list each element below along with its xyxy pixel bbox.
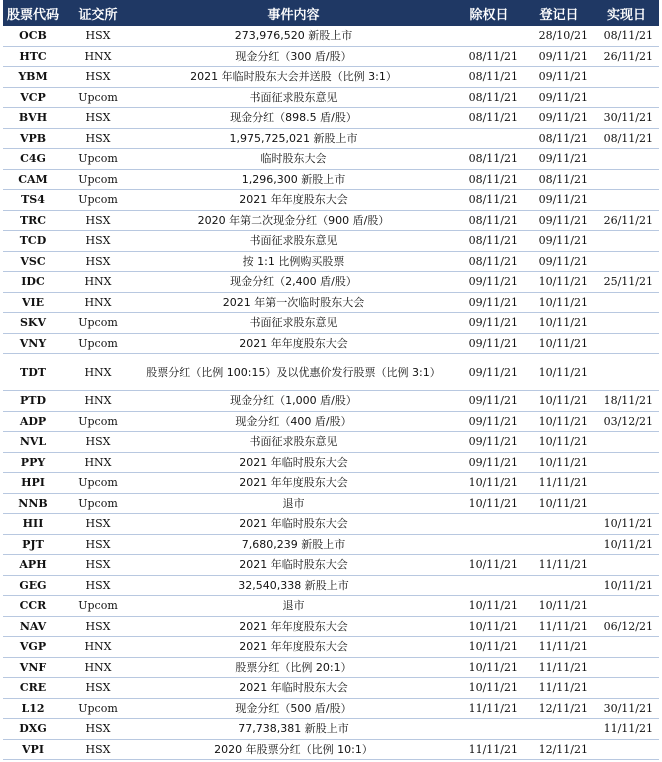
table-row: [3, 313, 659, 334]
cell-record-date: 10/11/21: [524, 313, 594, 334]
cell-stock-code: C4G: [3, 149, 63, 170]
cell-ex-date: 10/11/21: [454, 493, 524, 514]
cell-execution-date: [594, 231, 659, 252]
cell-stock-code: CRE: [3, 678, 63, 699]
cell-event: 1,296,300 新股上市: [133, 169, 454, 190]
cell-execution-date: [594, 739, 659, 760]
cell-record-date: 08/11/21: [524, 169, 594, 190]
cell-ex-date: 10/11/21: [454, 473, 524, 494]
cell-exchange: HNX: [63, 637, 133, 658]
table-row: [3, 739, 659, 760]
header-event: 事件内容: [133, 0, 454, 26]
cell-stock-code: NNB: [3, 493, 63, 514]
cell-ex-date: 10/11/21: [454, 657, 524, 678]
table-row: [3, 719, 659, 740]
cell-exchange: HSX: [63, 231, 133, 252]
cell-event: 现金分红（2,400 盾/股）: [133, 272, 454, 293]
cell-execution-date: [594, 169, 659, 190]
cell-exchange: HNX: [63, 391, 133, 412]
cell-record-date: 10/11/21: [524, 292, 594, 313]
cell-execution-date: [594, 87, 659, 108]
cell-record-date: 12/11/21: [524, 698, 594, 719]
cell-ex-date: 11/11/21: [454, 698, 524, 719]
cell-event: 退市: [133, 596, 454, 617]
cell-stock-code: OCB: [3, 26, 63, 46]
cell-execution-date: [594, 473, 659, 494]
cell-ex-date: 08/11/21: [454, 87, 524, 108]
cell-stock-code: TDT: [3, 354, 63, 391]
cell-ex-date: 09/11/21: [454, 432, 524, 453]
cell-record-date: 09/11/21: [524, 210, 594, 231]
cell-exchange: HNX: [63, 657, 133, 678]
cell-exchange: HSX: [63, 26, 133, 46]
cell-event: 77,738,381 新股上市: [133, 719, 454, 740]
cell-event: 1,975,725,021 新股上市: [133, 128, 454, 149]
cell-stock-code: VIE: [3, 292, 63, 313]
table-row: [3, 391, 659, 412]
cell-record-date: 10/11/21: [524, 596, 594, 617]
cell-record-date: 11/11/21: [524, 678, 594, 699]
cell-exchange: HSX: [63, 678, 133, 699]
table-row: [3, 354, 659, 391]
table-row: [3, 169, 659, 190]
table-row: [3, 534, 659, 555]
cell-exchange: Upcom: [63, 698, 133, 719]
cell-ex-date: 09/11/21: [454, 411, 524, 432]
cell-execution-date: [594, 452, 659, 473]
cell-execution-date: [594, 637, 659, 658]
cell-stock-code: VSC: [3, 251, 63, 272]
cell-exchange: HNX: [63, 46, 133, 67]
cell-execution-date: [594, 555, 659, 576]
cell-event: 现金分红（400 盾/股）: [133, 411, 454, 432]
cell-stock-code: APH: [3, 555, 63, 576]
cell-record-date: [524, 719, 594, 740]
cell-exchange: HSX: [63, 534, 133, 555]
cell-event: 2021 年临时股东大会: [133, 452, 454, 473]
cell-execution-date: 26/11/21: [594, 46, 659, 67]
header-record-date: 登记日: [524, 0, 594, 26]
cell-exchange: HNX: [63, 354, 133, 391]
cell-ex-date: 08/11/21: [454, 251, 524, 272]
cell-exchange: HSX: [63, 555, 133, 576]
cell-stock-code: ADP: [3, 411, 63, 432]
cell-record-date: 10/11/21: [524, 411, 594, 432]
header-row: [3, 0, 659, 26]
table-row: [3, 575, 659, 596]
cell-stock-code: CAM: [3, 169, 63, 190]
table-row: [3, 26, 659, 46]
cell-exchange: HSX: [63, 739, 133, 760]
table-row: [3, 333, 659, 354]
cell-ex-date: 08/11/21: [454, 46, 524, 67]
cell-ex-date: 09/11/21: [454, 452, 524, 473]
table-row: [3, 67, 659, 88]
cell-ex-date: [454, 514, 524, 535]
cell-event: 2020 年第二次现金分红（900 盾/股）: [133, 210, 454, 231]
cell-record-date: 08/11/21: [524, 128, 594, 149]
cell-record-date: [524, 575, 594, 596]
cell-ex-date: 10/11/21: [454, 637, 524, 658]
cell-exchange: Upcom: [63, 87, 133, 108]
cell-execution-date: 25/11/21: [594, 272, 659, 293]
table-row: [3, 272, 659, 293]
cell-stock-code: TS4: [3, 190, 63, 211]
cell-event: 2020 年股票分红（比例 10:1）: [133, 739, 454, 760]
table-row: [3, 210, 659, 231]
table-row: [3, 108, 659, 129]
cell-event: 书面征求股东意见: [133, 313, 454, 334]
table-row: [3, 473, 659, 494]
cell-exchange: HSX: [63, 67, 133, 88]
cell-ex-date: [454, 719, 524, 740]
cell-ex-date: 09/11/21: [454, 333, 524, 354]
cell-event: 现金分红（898.5 盾/股）: [133, 108, 454, 129]
cell-stock-code: YBM: [3, 67, 63, 88]
cell-stock-code: PJT: [3, 534, 63, 555]
cell-exchange: Upcom: [63, 493, 133, 514]
cell-execution-date: [594, 657, 659, 678]
cell-record-date: 11/11/21: [524, 637, 594, 658]
cell-record-date: 10/11/21: [524, 432, 594, 453]
cell-ex-date: 08/11/21: [454, 169, 524, 190]
cell-ex-date: 10/11/21: [454, 596, 524, 617]
cell-event: 2021 年年度股东大会: [133, 616, 454, 637]
cell-execution-date: [594, 678, 659, 699]
cell-execution-date: [594, 432, 659, 453]
cell-ex-date: 08/11/21: [454, 231, 524, 252]
header-execution-date: 实现日: [594, 0, 659, 26]
cell-record-date: [524, 534, 594, 555]
cell-record-date: 09/11/21: [524, 46, 594, 67]
cell-execution-date: 10/11/21: [594, 514, 659, 535]
cell-stock-code: HTC: [3, 46, 63, 67]
cell-exchange: HSX: [63, 719, 133, 740]
cell-exchange: HSX: [63, 128, 133, 149]
cell-event: 股票分红（比例 100:15）及以优惠价发行股票（比例 3:1）: [133, 354, 454, 391]
cell-execution-date: 06/12/21: [594, 616, 659, 637]
table-row: [3, 128, 659, 149]
cell-record-date: 10/11/21: [524, 333, 594, 354]
cell-stock-code: NVL: [3, 432, 63, 453]
cell-execution-date: [594, 354, 659, 391]
cell-stock-code: VCP: [3, 87, 63, 108]
cell-stock-code: VGP: [3, 637, 63, 658]
events-table: [3, 0, 659, 760]
cell-event: 32,540,338 新股上市: [133, 575, 454, 596]
cell-exchange: HSX: [63, 251, 133, 272]
cell-stock-code: VNY: [3, 333, 63, 354]
cell-event: 现金分红（300 盾/股）: [133, 46, 454, 67]
cell-ex-date: 11/11/21: [454, 739, 524, 760]
table-row: [3, 231, 659, 252]
cell-execution-date: [594, 149, 659, 170]
cell-stock-code: TCD: [3, 231, 63, 252]
cell-stock-code: SKV: [3, 313, 63, 334]
cell-record-date: 09/11/21: [524, 190, 594, 211]
cell-execution-date: 10/11/21: [594, 575, 659, 596]
cell-event: 2021 年临时股东大会: [133, 678, 454, 699]
cell-stock-code: BVH: [3, 108, 63, 129]
cell-execution-date: [594, 493, 659, 514]
table-row: [3, 657, 659, 678]
cell-execution-date: 18/11/21: [594, 391, 659, 412]
cell-exchange: Upcom: [63, 596, 133, 617]
cell-record-date: 11/11/21: [524, 657, 594, 678]
cell-event: 273,976,520 新股上市: [133, 26, 454, 46]
cell-exchange: HSX: [63, 514, 133, 535]
cell-event: 书面征求股东意见: [133, 231, 454, 252]
cell-exchange: HSX: [63, 210, 133, 231]
cell-event: 现金分红（1,000 盾/股）: [133, 391, 454, 412]
table-row: [3, 637, 659, 658]
cell-record-date: 10/11/21: [524, 354, 594, 391]
cell-execution-date: [594, 251, 659, 272]
cell-stock-code: CCR: [3, 596, 63, 617]
cell-exchange: Upcom: [63, 333, 133, 354]
cell-ex-date: 10/11/21: [454, 616, 524, 637]
cell-record-date: 11/11/21: [524, 473, 594, 494]
cell-event: 2021 年临时股东大会并送股（比例 3:1）: [133, 67, 454, 88]
cell-ex-date: 10/11/21: [454, 678, 524, 699]
cell-execution-date: [594, 190, 659, 211]
cell-exchange: Upcom: [63, 169, 133, 190]
cell-execution-date: [594, 67, 659, 88]
table-row: [3, 432, 659, 453]
cell-stock-code: IDC: [3, 272, 63, 293]
cell-event: 退市: [133, 493, 454, 514]
cell-stock-code: TRC: [3, 210, 63, 231]
cell-stock-code: GEG: [3, 575, 63, 596]
cell-exchange: HNX: [63, 452, 133, 473]
cell-event: 按 1:1 比例购买股票: [133, 251, 454, 272]
cell-ex-date: [454, 128, 524, 149]
cell-record-date: 09/11/21: [524, 149, 594, 170]
cell-exchange: HNX: [63, 292, 133, 313]
table-row: [3, 514, 659, 535]
cell-execution-date: [594, 292, 659, 313]
cell-ex-date: [454, 575, 524, 596]
cell-execution-date: 30/11/21: [594, 108, 659, 129]
cell-execution-date: 30/11/21: [594, 698, 659, 719]
cell-record-date: 11/11/21: [524, 555, 594, 576]
table-row: [3, 698, 659, 719]
cell-record-date: [524, 514, 594, 535]
cell-record-date: 11/11/21: [524, 616, 594, 637]
cell-exchange: Upcom: [63, 411, 133, 432]
header-exchange: 证交所: [63, 0, 133, 26]
cell-execution-date: 11/11/21: [594, 719, 659, 740]
cell-exchange: Upcom: [63, 149, 133, 170]
cell-execution-date: [594, 313, 659, 334]
table-row: [3, 190, 659, 211]
table-row: [3, 616, 659, 637]
cell-stock-code: DXG: [3, 719, 63, 740]
cell-record-date: 09/11/21: [524, 231, 594, 252]
table-row: [3, 149, 659, 170]
cell-event: 书面征求股东意见: [133, 87, 454, 108]
cell-execution-date: [594, 333, 659, 354]
cell-execution-date: 08/11/21: [594, 26, 659, 46]
table-body: [3, 26, 659, 760]
table-row: [3, 493, 659, 514]
table-row: [3, 452, 659, 473]
cell-exchange: Upcom: [63, 473, 133, 494]
cell-record-date: 28/10/21: [524, 26, 594, 46]
cell-event: 现金分红（500 盾/股）: [133, 698, 454, 719]
table-row: [3, 555, 659, 576]
cell-ex-date: 08/11/21: [454, 149, 524, 170]
table-row: [3, 411, 659, 432]
cell-execution-date: 10/11/21: [594, 534, 659, 555]
table-row: [3, 678, 659, 699]
cell-stock-code: PTD: [3, 391, 63, 412]
cell-exchange: HSX: [63, 432, 133, 453]
cell-event: 2021 年第一次临时股东大会: [133, 292, 454, 313]
cell-record-date: 10/11/21: [524, 493, 594, 514]
cell-event: 股票分红（比例 20:1）: [133, 657, 454, 678]
cell-event: 2021 年年度股东大会: [133, 333, 454, 354]
cell-ex-date: 08/11/21: [454, 190, 524, 211]
header-stock-code: 股票代码: [3, 0, 63, 26]
cell-ex-date: 08/11/21: [454, 210, 524, 231]
cell-record-date: 10/11/21: [524, 452, 594, 473]
cell-event: 书面征求股东意见: [133, 432, 454, 453]
cell-ex-date: 09/11/21: [454, 354, 524, 391]
cell-event: 2021 年年度股东大会: [133, 190, 454, 211]
cell-stock-code: VNF: [3, 657, 63, 678]
cell-stock-code: PPY: [3, 452, 63, 473]
cell-stock-code: L12: [3, 698, 63, 719]
cell-record-date: 12/11/21: [524, 739, 594, 760]
cell-exchange: Upcom: [63, 313, 133, 334]
cell-ex-date: 09/11/21: [454, 292, 524, 313]
cell-ex-date: 10/11/21: [454, 555, 524, 576]
cell-stock-code: VPB: [3, 128, 63, 149]
cell-event: 2021 年临时股东大会: [133, 514, 454, 535]
header-ex-date: 除权日: [454, 0, 524, 26]
cell-exchange: HSX: [63, 575, 133, 596]
cell-execution-date: 08/11/21: [594, 128, 659, 149]
table-row: [3, 596, 659, 617]
cell-execution-date: 03/12/21: [594, 411, 659, 432]
cell-event: 7,680,239 新股上市: [133, 534, 454, 555]
table-row: [3, 87, 659, 108]
cell-record-date: 10/11/21: [524, 272, 594, 293]
cell-execution-date: 26/11/21: [594, 210, 659, 231]
cell-event: 2021 年年度股东大会: [133, 473, 454, 494]
cell-event: 2021 年年度股东大会: [133, 637, 454, 658]
cell-exchange: Upcom: [63, 190, 133, 211]
cell-record-date: 09/11/21: [524, 251, 594, 272]
table-row: [3, 292, 659, 313]
cell-ex-date: [454, 534, 524, 555]
cell-stock-code: NAV: [3, 616, 63, 637]
cell-record-date: 09/11/21: [524, 67, 594, 88]
cell-stock-code: HPI: [3, 473, 63, 494]
cell-ex-date: 08/11/21: [454, 108, 524, 129]
cell-ex-date: 09/11/21: [454, 313, 524, 334]
cell-record-date: 10/11/21: [524, 391, 594, 412]
cell-exchange: HNX: [63, 272, 133, 293]
cell-execution-date: [594, 596, 659, 617]
cell-ex-date: 09/11/21: [454, 391, 524, 412]
cell-stock-code: HII: [3, 514, 63, 535]
cell-ex-date: 08/11/21: [454, 67, 524, 88]
cell-event: 2021 年临时股东大会: [133, 555, 454, 576]
cell-stock-code: VPI: [3, 739, 63, 760]
cell-record-date: 09/11/21: [524, 108, 594, 129]
table-row: [3, 251, 659, 272]
cell-ex-date: [454, 26, 524, 46]
cell-record-date: 09/11/21: [524, 87, 594, 108]
cell-exchange: HSX: [63, 616, 133, 637]
cell-exchange: HSX: [63, 108, 133, 129]
cell-ex-date: 09/11/21: [454, 272, 524, 293]
cell-event: 临时股东大会: [133, 149, 454, 170]
table-row: [3, 46, 659, 67]
